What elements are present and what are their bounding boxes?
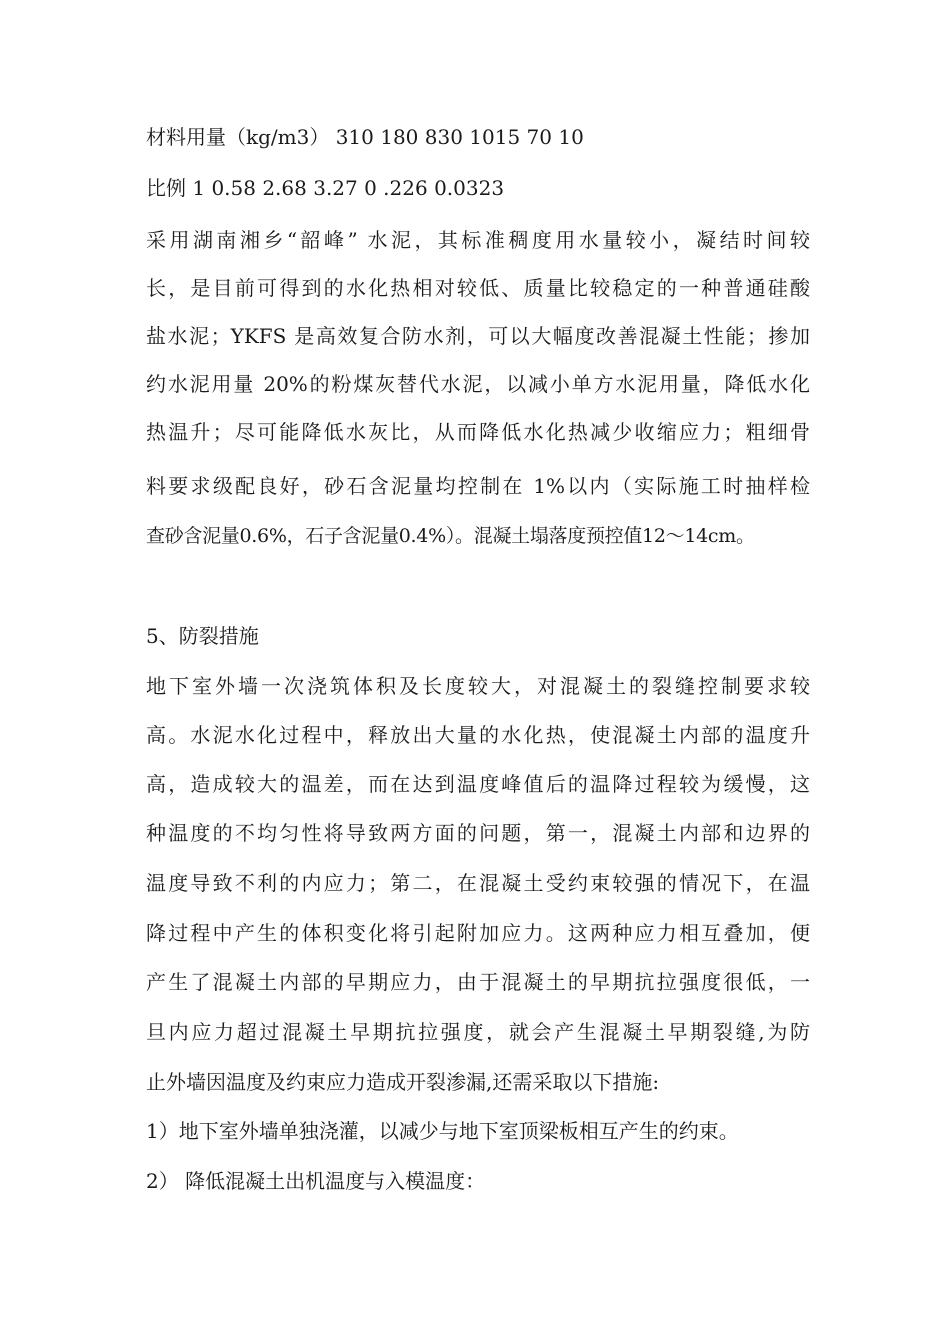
paragraph-line: 种温度的不均匀性将导致两方面的问题，第一，混凝土内部和边界的	[146, 821, 810, 845]
paragraph-line: 约水泥用量 20%的粉煤灰替代水泥，以减小单方水泥用量，降低水化	[146, 372, 810, 396]
paragraph-line: 地下室外墙一次浇筑体积及长度较大，对混凝土的裂缝控制要求较	[146, 674, 810, 698]
paragraph-line: 产生了混凝土内部的早期应力，由于混凝土的早期抗拉强度很低，一	[146, 970, 810, 994]
paragraph-line: 长，是目前可得到的水化热相对较低、质量比较稳定的一种普通硅酸	[146, 276, 810, 300]
list-item: 2） 降低混凝土出机温度与入模温度：	[146, 1169, 486, 1193]
paragraph-line: 高。水泥水化过程中，释放出大量的水化热，使混凝土内部的温度升	[146, 723, 810, 747]
paragraph-line: 热温升；尽可能降低水灰比，从而降低水化热减少收缩应力；粗细骨	[146, 420, 810, 444]
paragraph-line: 采用湖南湘乡“韶峰” 水泥，其标准稠度用水量较小，凝结时间较	[146, 228, 810, 252]
paragraph-line: 料要求级配良好，砂石含泥量均控制在 1%以内（实际施工时抽样检	[146, 474, 810, 498]
paragraph-line: 温度导致不利的内应力；第二，在混凝土受约束较强的情况下，在温	[146, 871, 810, 895]
paragraph-line: 止外墙因温度及约束应力造成开裂渗漏,还需采取以下措施:	[146, 1070, 660, 1094]
paragraph-line: 降过程中产生的体积变化将引起附加应力。这两种应力相互叠加，便	[146, 921, 810, 945]
ratio-line: 比例 1 0.58 2.68 3.27 0 .226 0.0323	[146, 176, 505, 200]
section-heading: 5、防裂措施	[146, 624, 259, 648]
paragraph-line: 查砂含泥量0.6%，石子含泥量0.4%）。混凝土塌落度预控值12～14cm。	[146, 525, 755, 547]
material-usage-line: 材料用量（kg/m3） 310 180 830 1015 70 10	[146, 125, 584, 149]
paragraph-line: 盐水泥；YKFS 是高效复合防水剂，可以大幅度改善混凝土性能；掺加	[146, 324, 810, 348]
paragraph-line: 旦内应力超过混凝土早期抗拉强度，就会产生混凝土早期裂缝,为防	[146, 1020, 810, 1044]
paragraph-line: 高，造成较大的温差，而在达到温度峰值后的温降过程较为缓慢，这	[146, 772, 810, 796]
list-item: 1）地下室外墙单独浇灌，以减少与地下室顶梁板相互产生的约束。	[146, 1119, 739, 1143]
